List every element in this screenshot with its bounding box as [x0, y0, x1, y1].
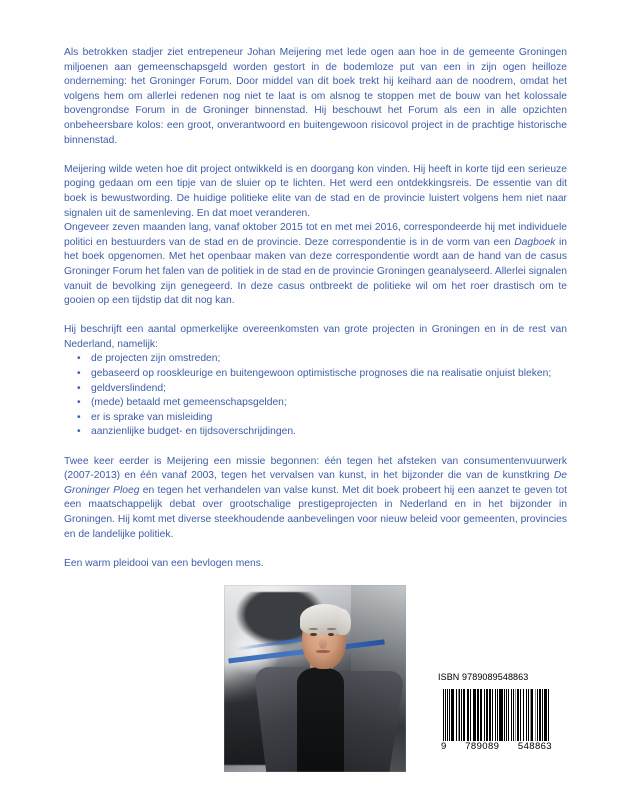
- blurb-text-block: [64, 46, 567, 571]
- list-item-label: de projecten zijn omstreden;: [91, 353, 221, 365]
- blurb-paragraph-3-italic-dagboek: Dagboek: [514, 236, 556, 248]
- blurb-paragraph-5-part-b: en tegen het verhandelen van valse kunst. Met dit boek probeert hij een aanzet te geven tot een maatschappelijk debat over grootschalige prestigeprojecten in Nederland en in het bijzonder in Groningen. Hij komt met diverse steekhoudende aanbevelingen voor nieuw beleid voor gemeenten, provincies en de landelijke politiek.: [64, 484, 567, 540]
- list-item: [64, 411, 567, 426]
- barcode: [438, 685, 554, 755]
- nose: [319, 637, 326, 648]
- bullet-icon: •: [77, 411, 81, 423]
- author-photo: [224, 585, 406, 772]
- bullet-icon: •: [77, 368, 81, 380]
- isbn-label: ISBN 9789089548863: [438, 672, 529, 682]
- blurb-paragraph-3-part-b: in het boek opgenomen. Met het openbaar maken van deze correspondentie wordt aan de hand van de casus Groninger Forum het falen van de politiek in de stad en de provincie Groningen geanalyseerd. Allerlei signalen vanuit de bevolking zijn genegeerd. In deze casus ontbreekt de politieke wil om het roer drastisch om te gooien op een tijdstip dat dit nog kan.: [64, 236, 567, 307]
- turtleneck-collar: [299, 667, 343, 689]
- eye-right: [328, 633, 335, 636]
- blurb-paragraph-1: Als betrokken stadjer ziet entrepeneur Johan Meijering met lede ogen aan hoe in de gemeente Groningen miljoenen aan gemeenschapsgeld worden gestort in de bodemloze put van een in zijn ogen heilloze onderneming: het Groninger Forum. Door middel van dit boek trekt hij keihard aan de noodrem, omdat het volgens hem om allerlei redenen nog niet te laat is om alsnog te stoppen met de bouw van het kolossale bovengrondse Forum in de Groninger binnenstad. Hij beschouwt het Forum als een in alle opzichten onbeheersbare kolos: een groot, onverantwoord en buitengewoon risicovol project in de prachtige historische binnenstad.: [64, 47, 567, 146]
- blurb-closing-line: Een warm pleidooi van een bevlogen mens.: [64, 557, 264, 569]
- list-item-label: aanzienlijke budget- en tijdsoverschrijdingen.: [91, 426, 296, 438]
- list-item: [64, 425, 567, 440]
- bullet-icon: •: [77, 397, 81, 409]
- list-item: [64, 382, 567, 397]
- author-portrait-figure: [224, 585, 406, 772]
- list-item: [64, 396, 567, 411]
- blurb-paragraph-5-italic-de-groninger-ploeg: De Groninger Ploeg: [64, 470, 567, 496]
- bullet-icon: •: [77, 382, 81, 394]
- eye-left: [310, 633, 317, 636]
- barcode-digits: [441, 741, 552, 752]
- list-item-label: geldverslindend;: [91, 382, 166, 394]
- barcode-digit-group-mid: 789089: [465, 741, 500, 752]
- blurb-paragraph-4: Hij beschrijft een aantal opmerkelijke overeenkomsten van grote projecten in Groningen en in de rest van Nederland, namelijk:: [64, 324, 567, 350]
- list-item-label: gebaseerd op rooskleurige en buitengewoon optimistische prognoses die na realisatie onjuist bleken;: [91, 368, 552, 380]
- bullet-icon: •: [77, 353, 81, 365]
- hair-side: [337, 609, 352, 635]
- blurb-paragraph-3-part-a: Ongeveer zeven maanden lang, vanaf oktober 2015 tot en met mei 2016, correspondeerde hij met individuele politici en bestuurders van de stad en de provincie. Deze correspondentie is in de vorm van een: [64, 222, 567, 248]
- list-item: [64, 352, 567, 367]
- barcode-digit-group-right: 548863: [517, 741, 552, 752]
- author-photo-image: [224, 585, 406, 772]
- blurb-paragraph-2: Meijering wilde weten hoe dit project ontwikkeld is en doorgang kon vinden. Hij heeft in korte tijd een serieuze poging gedaan om een tipje van de sluier op te lichten. Het werd een ontdekkingsreis. De essentie van dit boek is bewustwording. De huidige politieke elite van de stad en de provincie luistert volgens hem niet naar signalen uit de samenleving. En dat moet veranderen.: [64, 163, 567, 219]
- barcode-digit-group-left: 9: [441, 741, 447, 752]
- barcode-bars: [443, 689, 550, 741]
- list-item-label: (mede) betaald met gemeenschapsgelden;: [91, 397, 287, 409]
- list-item: [64, 367, 567, 382]
- list-item-label: er is sprake van misleiding: [91, 411, 213, 423]
- project-characteristics-list: [64, 352, 567, 440]
- isbn-barcode-block: [438, 672, 558, 755]
- blurb-paragraph-3: [64, 221, 567, 309]
- bullet-icon: •: [77, 426, 81, 438]
- blurb-paragraph-5-part-a: Twee keer eerder is Meijering een missie begonnen: één tegen het afsteken van consumentenvuurwerk (2007-2013) en één vanaf 2003, tegen het vervalsen van kunst, in het bijzonder die van de kunstkring: [64, 455, 567, 482]
- blurb-paragraph-5: [64, 455, 567, 543]
